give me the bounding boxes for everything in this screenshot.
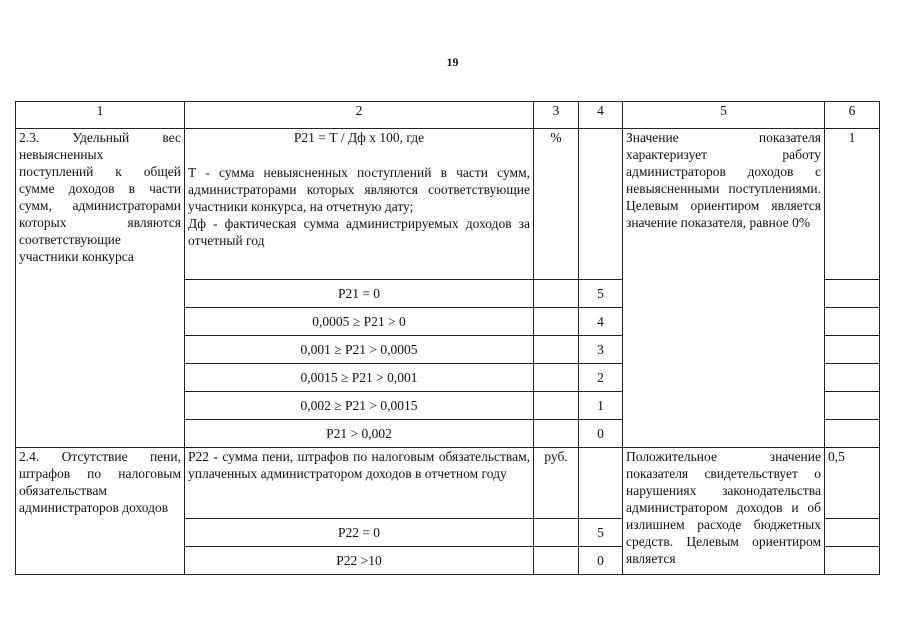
criteria-score: 0 <box>579 420 623 448</box>
empty-cell <box>825 364 880 392</box>
empty-cell <box>534 336 579 364</box>
criteria-score: 3 <box>579 336 623 364</box>
criteria-score: 2 <box>579 364 623 392</box>
column-header: 1 <box>16 102 185 129</box>
criteria-condition: Р22 = 0 <box>185 519 534 547</box>
empty-cell <box>534 392 579 420</box>
empty-cell <box>534 547 579 575</box>
empty-cell <box>825 280 880 308</box>
empty-cell <box>825 547 880 575</box>
table-row <box>16 448 880 519</box>
empty-cell <box>579 129 623 280</box>
criteria-condition: 0,001 ≥ Р21 > 0,0005 <box>185 336 534 364</box>
criteria-condition: 0,0015 ≥ Р21 > 0,001 <box>185 364 534 392</box>
description-2-4: Положительное значение показателя свидетельствует о нарушениях законодательства администратором доходов и об излишнем расходе бюджетных средств. Целевым ориентиром является <box>623 448 825 575</box>
table-row <box>16 129 880 280</box>
empty-cell <box>825 420 880 448</box>
empty-cell <box>825 336 880 364</box>
formula-cell-2-3 <box>185 129 534 280</box>
empty-cell <box>825 392 880 420</box>
criteria-score: 4 <box>579 308 623 336</box>
criteria-condition: 0,002 ≥ Р21 > 0,0015 <box>185 392 534 420</box>
empty-cell <box>534 519 579 547</box>
indicator-name-2-3: 2.3. Удельный вес невыясненных поступлений к общей сумме доходов в части сумм, администраторами которых являются соответствующие участники конкурса <box>16 129 185 448</box>
weight-2-4: 0,5 <box>825 448 880 519</box>
criteria-condition: Р21 > 0,002 <box>185 420 534 448</box>
empty-cell <box>579 448 623 519</box>
unit-2-4: руб. <box>534 448 579 519</box>
criteria-score: 0 <box>579 547 623 575</box>
description-2-3: Значение показателя характеризует работу администраторов доходов с невыясненными поступлениями. Целевым ориентиром является значение показателя, равное 0% <box>623 129 825 448</box>
empty-cell <box>825 519 880 547</box>
weight-2-3: 1 <box>825 129 880 280</box>
column-header: 4 <box>579 102 623 129</box>
criteria-score: 5 <box>579 280 623 308</box>
header-row <box>16 102 880 129</box>
column-header: 2 <box>185 102 534 129</box>
definition-t: Т - сумма невыясненных поступлений в части сумм, администраторами которых являются соответствующие участники конкурса, на отчетную дату; <box>188 165 530 214</box>
criteria-condition: Р22 >10 <box>185 547 534 575</box>
column-header: 3 <box>534 102 579 129</box>
indicator-name-2-4: 2.4. Отсутствие пени, штрафов по налоговым обязательствам администраторов доходов <box>16 448 185 575</box>
definition-d: Дф - фактическая сумма администрируемых доходов за отчетный год <box>188 216 530 248</box>
criteria-score: 5 <box>579 519 623 547</box>
formula-cell-2-4: Р22 - сумма пени, штрафов по налоговым обязательствам, уплаченных администратором доходов в отчетном году <box>185 448 534 519</box>
column-header: 6 <box>825 102 880 129</box>
empty-cell <box>534 308 579 336</box>
empty-cell <box>825 308 880 336</box>
indicator-table <box>15 101 880 575</box>
criteria-condition: 0,0005 ≥ Р21 > 0 <box>185 308 534 336</box>
formula-2-3: Р21 = Т / Дф х 100, где <box>293 130 425 145</box>
column-header: 5 <box>623 102 825 129</box>
unit-2-3: % <box>534 129 579 280</box>
page-number: 19 <box>446 55 459 69</box>
criteria-score: 1 <box>579 392 623 420</box>
empty-cell <box>534 420 579 448</box>
empty-cell <box>534 364 579 392</box>
criteria-condition: Р21 = 0 <box>185 280 534 308</box>
empty-cell <box>534 280 579 308</box>
